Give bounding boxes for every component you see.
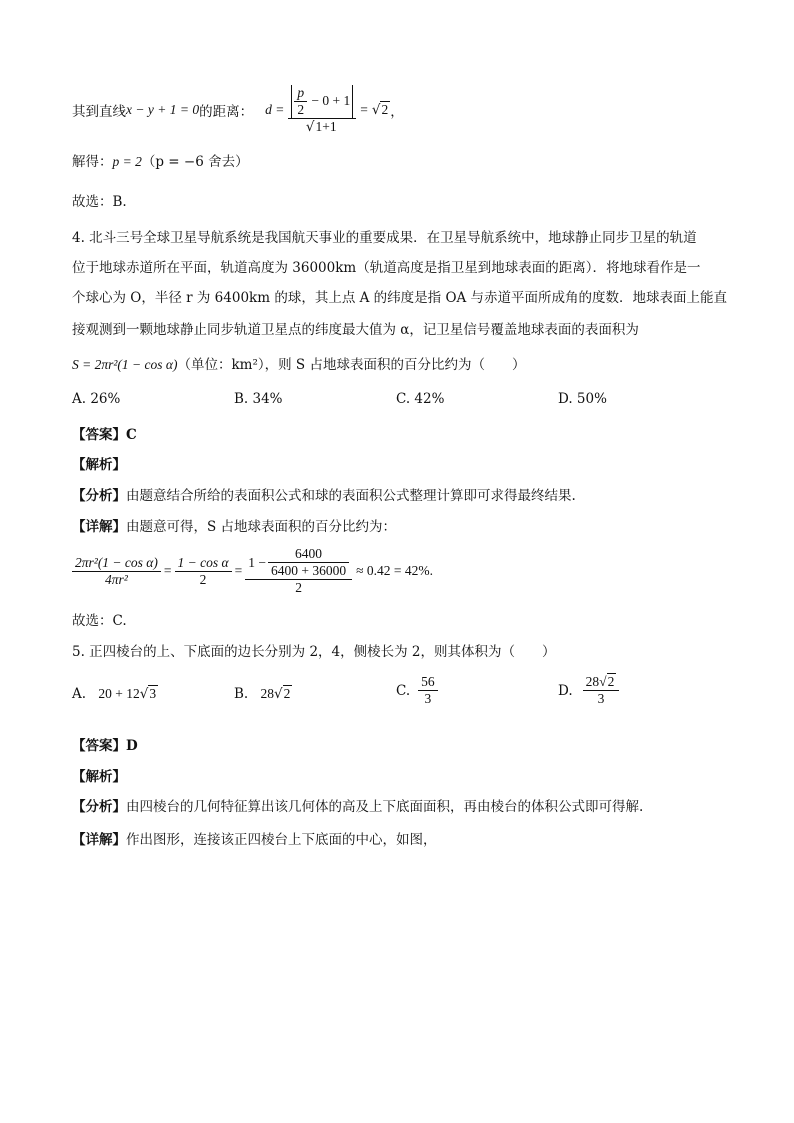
q5-a-sqrt: √3: [139, 686, 157, 702]
q5-c-letter: C.: [396, 682, 411, 699]
q4-para-4: 接观测到一颗地球静止同步轨道卫星点的纬度最大值为 α，记卫星信号覆盖地球表面的表面积为: [72, 322, 639, 338]
q4-fenxi-tag: 【分析】: [72, 488, 126, 504]
q5-b-rad: 2: [283, 686, 291, 701]
calc-eq-1: =: [163, 563, 172, 578]
q4-calc: [72, 540, 433, 602]
q4-analysis: 【解析】: [72, 457, 126, 473]
q4-xiangjie-line: [72, 515, 396, 535]
q4-choose: 故选：C.: [72, 613, 127, 629]
q5-d-num-a: 28: [585, 674, 600, 689]
distance-line: [72, 78, 404, 142]
q4-para-1: 4. 北斗三号全球卫星导航系统是我国航天事业的重要成果．在卫星导航系统中，地球静止同步卫星的轨道: [72, 230, 697, 246]
q5-option-a: [72, 686, 158, 702]
distance-suffix: 的距离：: [199, 104, 254, 120]
frac-p: p: [294, 85, 307, 102]
q5-a-rad: 3: [149, 686, 157, 701]
p-value: p = 2: [112, 154, 142, 169]
q5-d-rad: 2: [607, 674, 615, 689]
q4-answer: 【答案】C: [72, 427, 137, 443]
line-equation: x − y + 1 = 0: [126, 102, 200, 117]
calc-f3-den: 2: [295, 580, 303, 595]
q5-answer: 【答案】D: [72, 738, 138, 754]
q5-xiangjie-tag: 【详解】: [72, 832, 126, 848]
calc-frac-1: [72, 555, 161, 588]
calc-f1-den: 4πr²: [105, 571, 128, 587]
q4-option-b: B. 34%: [234, 391, 283, 407]
solve-line: [72, 150, 249, 170]
q5-xiangjie-line: [72, 828, 437, 848]
q5-option-b: [234, 686, 292, 702]
q5-d-sqrt: √2: [599, 674, 615, 689]
calc-approx: ≈ 0.42 = 42%: [356, 563, 430, 578]
sqrt-den-rad: 1+1: [315, 119, 337, 134]
q5-d-frac: [583, 674, 620, 707]
q4-formula: S = 2πr²(1 − cos α): [72, 357, 178, 372]
calc-f3-one-minus: 1 −: [248, 554, 266, 570]
q5-a-letter: A.: [72, 686, 87, 702]
line1-tail: ，: [390, 104, 404, 120]
q5-stem: 5. 正四棱台的上、下底面的边长分别为 2，4，侧棱长为 2，则其体积为（ ）: [72, 644, 556, 660]
calc-inner-den: 6400 + 36000: [270, 563, 347, 578]
sqrt-result: √2: [371, 102, 389, 118]
q5-option-d: [558, 674, 619, 707]
abs-value: [291, 85, 353, 118]
q5-b-sqrt: √2: [274, 686, 291, 702]
calc-f2-den: 2: [199, 571, 207, 587]
q5-option-c: [396, 674, 438, 707]
q5-b-letter: B.: [234, 686, 249, 702]
q5-fenxi-text: 由四棱台的几何特征算出该几何体的高及上下底面面积，再由棱台的体积公式即可得解.: [126, 799, 644, 815]
q4-fenxi-text: 由题意结合所给的表面积公式和球的表面积公式整理计算即可求得最终结果.: [126, 488, 576, 504]
q4-formula-tail: （单位：km²），则 S 占地球表面积的百分比约为（ ）: [177, 357, 526, 373]
q5-fenxi-tag: 【分析】: [72, 799, 126, 815]
calc-frac-2: [175, 555, 232, 588]
q4-para-2: 位于地球赤道所在平面，轨道高度为 36000km（轨道高度是指卫星到地球表面的距离）．将地球看作是一: [72, 260, 701, 276]
q5-c-num: 56: [418, 674, 438, 691]
solve-prefix: 解得：: [72, 154, 113, 170]
calc-inner-num: 6400: [268, 546, 349, 563]
calc-eq-2: =: [234, 563, 243, 578]
q5-c-frac: [418, 674, 438, 707]
abs-rest: − 0 + 1: [311, 93, 351, 108]
q4-option-c: C. 42%: [396, 391, 445, 407]
q5-c-den: 3: [424, 691, 432, 706]
q4-xiangjie-text: 由题意可得，S 占地球表面积的百分比约为：: [126, 519, 397, 535]
q5-b-val: 28: [260, 686, 275, 701]
q5-d-letter: D.: [558, 682, 573, 699]
q5-analysis: 【解析】: [72, 769, 126, 785]
q4-formula-line: [72, 353, 525, 373]
p-discard: （p = −6 舍去）: [141, 154, 249, 170]
calc-f2-num: 1 − cos α: [175, 555, 232, 572]
q4-fenxi-line: [72, 484, 576, 504]
q5-d-den: 3: [597, 691, 605, 706]
calc-inner-frac: [268, 546, 349, 579]
frac-two: 2: [297, 102, 305, 117]
q4-option-a: A. 26%: [72, 391, 121, 407]
distance-fraction: [288, 85, 356, 135]
calc-dot: .: [429, 563, 433, 578]
choose-b: 故选：B.: [72, 194, 127, 210]
distance-prefix: 其到直线: [72, 104, 126, 120]
q5-xiangjie-text: 作出图形，连接该正四棱台上下底面的中心，如图，: [126, 832, 437, 848]
q4-option-d: D. 50%: [558, 391, 607, 407]
sqrt-den: √1+1: [305, 119, 337, 135]
calc-frac-3: [245, 546, 352, 596]
d-label: d =: [265, 102, 285, 117]
q5-fenxi-line: [72, 795, 643, 815]
equals-sign: =: [360, 102, 368, 117]
sqrt-result-rad: 2: [381, 102, 389, 117]
q4-para-3: 个球心为 O，半径 r 为 6400km 的球，其上点 A 的纬度是指 OA 与赤道平面所成角的度数．地球表面上能直: [72, 290, 728, 306]
q4-xiangjie-tag: 【详解】: [72, 519, 126, 535]
q5-a-val: 20 + 12: [98, 686, 140, 701]
calc-f1-num: 2πr²(1 − cos α): [72, 555, 161, 572]
